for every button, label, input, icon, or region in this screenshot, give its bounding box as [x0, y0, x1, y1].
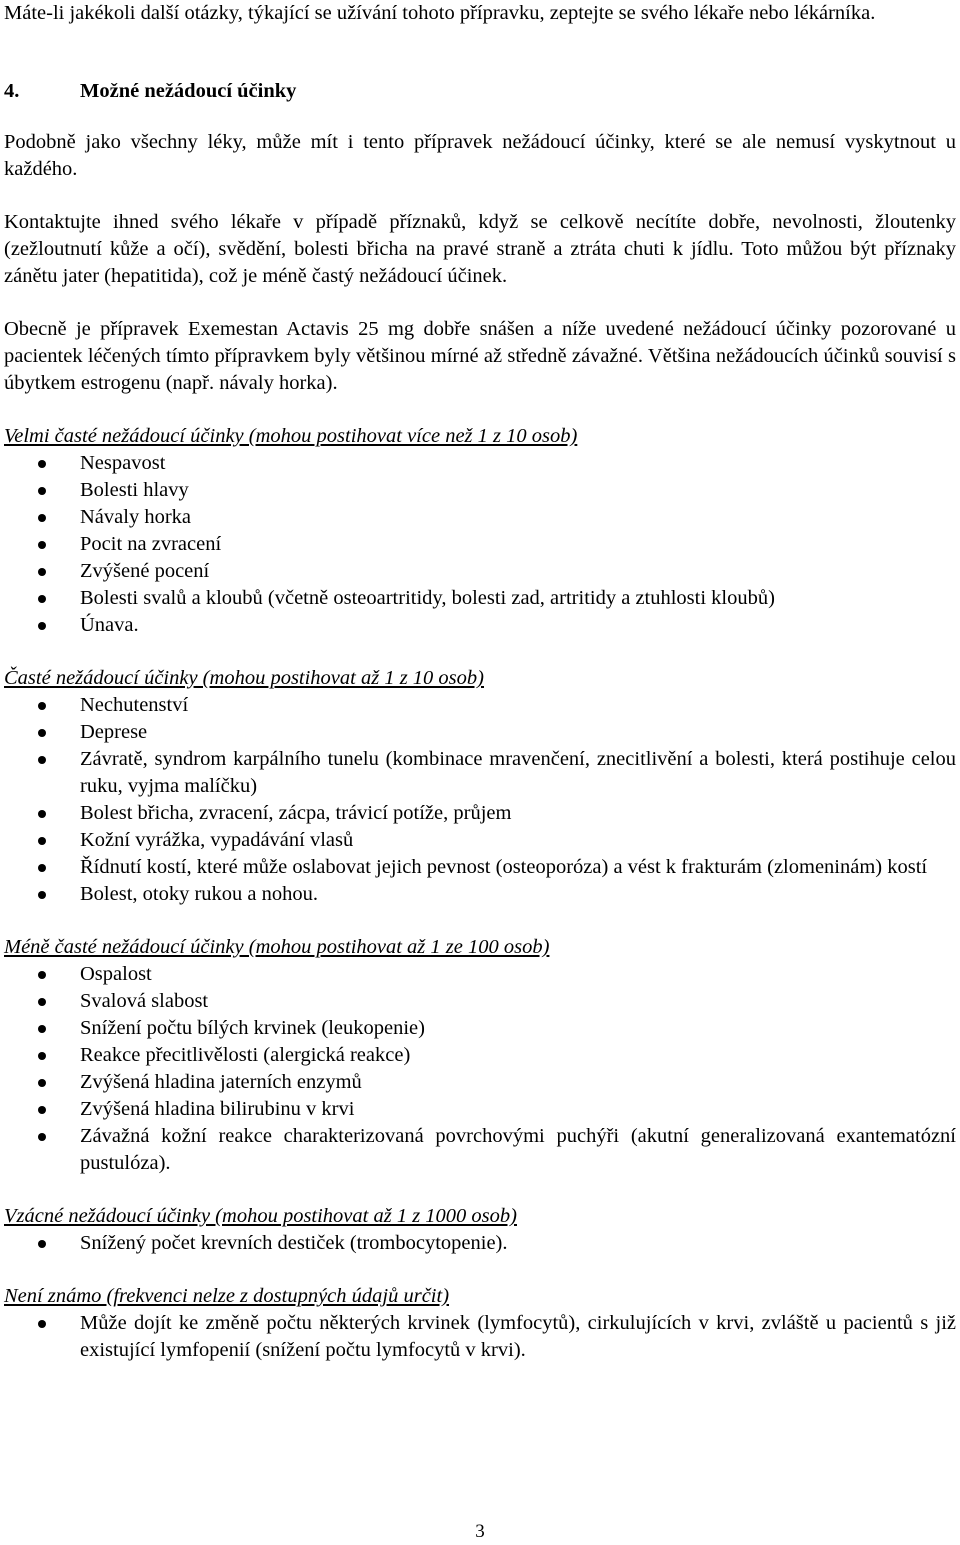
list-item — [4, 800, 956, 827]
list-item — [4, 1069, 956, 1096]
section-heading — [4, 78, 956, 105]
bullet-icon — [38, 702, 46, 710]
list-item — [4, 612, 956, 639]
paragraph-3: Obecně je přípravek Exemestan Actavis 25 mg dobře snášen a níže uvedené nežádoucí účinky pozorované u pacientek léčených tímto přípravkem byly většinou mírné až středně závažné. Většina nežádoucích účinků souvisí s úbytkem estrogenu (např. návaly horka). — [4, 318, 956, 394]
side-effect-list — [4, 692, 956, 908]
category-title: Velmi časté nežádoucí účinky (mohou postihovat více než 1 z 10 osob) — [4, 425, 578, 447]
list-item-text: Ospalost — [80, 963, 152, 985]
list-item — [4, 961, 956, 988]
list-item — [4, 881, 956, 908]
list-item-text: Pocit na zvracení — [80, 533, 222, 555]
list-item-text: Bolesti svalů a kloubů (včetně osteoartritidy, bolesti zad, artritidy a ztuhlosti kloubů) — [80, 587, 775, 609]
document-page — [4, 0, 956, 1364]
side-effect-categories — [4, 423, 956, 1364]
bullet-icon — [38, 622, 46, 630]
bullet-icon — [38, 971, 46, 979]
list-item-text: Závažná kožní reakce charakterizovaná povrchovými puchýři (akutní generalizovaná exantematózní pustulóza). — [80, 1125, 956, 1174]
list-item-text: Nespavost — [80, 452, 166, 474]
list-item-text: Snížený počet krevních destiček (trombocytopenie). — [80, 1232, 508, 1254]
bullet-icon — [38, 756, 46, 764]
list-item — [4, 746, 956, 800]
list-item — [4, 531, 956, 558]
side-effect-list — [4, 450, 956, 639]
bullet-icon — [38, 514, 46, 522]
bullet-icon — [38, 1320, 46, 1328]
category-title: Méně časté nežádoucí účinky (mohou postihovat až 1 ze 100 osob) — [4, 936, 550, 958]
list-item-text: Může dojít ke změně počtu některých krvinek (lymfocytů), cirkulujících v krvi, zvláště u pacientů s již existující lymfopenií (snížení počtu lymfocytů v krvi). — [80, 1312, 956, 1361]
bullet-icon — [38, 998, 46, 1006]
bullet-icon — [38, 1079, 46, 1087]
list-item — [4, 1096, 956, 1123]
category-title: Vzácné nežádoucí účinky (mohou postihovat až 1 z 1000 osob) — [4, 1205, 517, 1227]
bullet-icon — [38, 891, 46, 899]
list-item-text: Snížení počtu bílých krvinek (leukopenie) — [80, 1017, 425, 1039]
bullet-icon — [38, 1240, 46, 1248]
bullet-icon — [38, 864, 46, 872]
paragraph-1: Podobně jako všechny léky, může mít i tento přípravek nežádoucí účinky, které se ale nemusí vyskytnout u každého. — [4, 131, 956, 180]
list-item — [4, 1123, 956, 1177]
section-title: Možné nežádoucí účinky — [80, 80, 297, 102]
bullet-icon — [38, 1052, 46, 1060]
paragraph-2: Kontaktujte ihned svého lékaře v případě příznaků, když se celkově necítíte dobře, nevolnosti, žloutenky (zežloutnutí kůže a očí), svědění, bolesti břicha na pravé straně a ztráta chuti k jídlu. Toto můžou být příznaky zánětu jater (hepatitida), což je méně častý nežádoucí účinek. — [4, 211, 956, 287]
list-item — [4, 854, 956, 881]
bullet-icon — [38, 460, 46, 468]
list-item-text: Zvýšená hladina jaterních enzymů — [80, 1071, 362, 1093]
side-effect-list — [4, 961, 956, 1177]
section-number: 4. — [4, 80, 20, 102]
bullet-icon — [38, 810, 46, 818]
bullet-icon — [38, 541, 46, 549]
category-title: Časté nežádoucí účinky (mohou postihovat až 1 z 10 osob) — [4, 667, 484, 689]
list-item-text: Nechutenství — [80, 694, 189, 716]
bullet-icon — [38, 1106, 46, 1114]
bullet-icon — [38, 595, 46, 603]
list-item-text: Deprese — [80, 721, 148, 743]
bullet-icon — [38, 487, 46, 495]
page-number: 3 — [475, 1521, 485, 1542]
list-item — [4, 585, 956, 612]
list-item-text: Bolest, otoky rukou a nohou. — [80, 883, 319, 905]
side-effect-list — [4, 1310, 956, 1364]
list-item — [4, 719, 956, 746]
list-item-text: Reakce přecitlivělosti (alergická reakce) — [80, 1044, 411, 1066]
list-item-text: Zvýšené pocení — [80, 560, 210, 582]
list-item-text: Návaly horka — [80, 506, 191, 528]
list-item-text: Svalová slabost — [80, 990, 209, 1012]
bullet-icon — [38, 729, 46, 737]
list-item-text: Únava. — [80, 614, 139, 636]
list-item — [4, 1230, 956, 1257]
side-effect-list — [4, 1230, 956, 1257]
list-item — [4, 1015, 956, 1042]
intro-paragraph: Máte-li jakékoli další otázky, týkající se užívání tohoto přípravku, zeptejte se svého lékaře nebo lékárníka. — [4, 2, 876, 24]
list-item — [4, 504, 956, 531]
bullet-icon — [38, 837, 46, 845]
list-item — [4, 827, 956, 854]
category-title: Není známo (frekvenci nelze z dostupných údajů určit) — [4, 1285, 450, 1307]
bullet-icon — [38, 1025, 46, 1033]
list-item-text: Závratě, syndrom karpálního tunelu (kombinace mravenčení, znecitlivění a bolesti, která postihuje celou ruku, vyjma malíčku) — [80, 748, 956, 797]
list-item-text: Zvýšená hladina bilirubinu v krvi — [80, 1098, 355, 1120]
list-item — [4, 477, 956, 504]
list-item — [4, 988, 956, 1015]
list-item — [4, 1310, 956, 1364]
bullet-icon — [38, 1133, 46, 1141]
list-item — [4, 558, 956, 585]
list-item-text: Řídnutí kostí, které může oslabovat jejich pevnost (osteoporóza) a vést k frakturám (zlomeninám) kostí — [80, 856, 928, 878]
list-item-text: Kožní vyrážka, vypadávání vlasů — [80, 829, 354, 851]
list-item-text: Bolest břicha, zvracení, zácpa, trávicí potíže, průjem — [80, 802, 512, 824]
list-item — [4, 450, 956, 477]
bullet-icon — [38, 568, 46, 576]
list-item — [4, 1042, 956, 1069]
list-item — [4, 692, 956, 719]
list-item-text: Bolesti hlavy — [80, 479, 189, 501]
